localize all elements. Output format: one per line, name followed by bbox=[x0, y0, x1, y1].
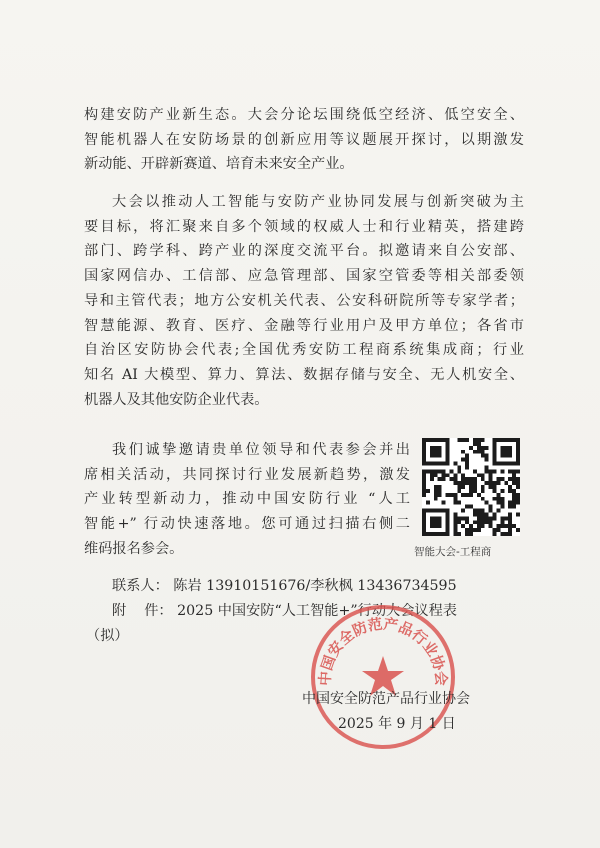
qr-caption: 智能大会-工程商 bbox=[414, 546, 492, 558]
text-line: 大会以推动人工智能与安防产业协同发展与创新突破为主 bbox=[112, 194, 524, 210]
paragraph-goals bbox=[84, 190, 524, 412]
text-line: 智能机器人在安防场景的创新应用等议题展开探讨，以期激发 bbox=[84, 131, 524, 148]
issuing-organization: 中国安全防范产品行业协会 bbox=[302, 691, 470, 707]
paragraph-intro bbox=[84, 103, 524, 177]
svg-text:中国安全防范产品行业协会: 中国安全防范产品行业协会 bbox=[317, 616, 449, 687]
contact-value: 陈岩 13910151676/李秋枫 13436734595 bbox=[173, 578, 457, 594]
text-line: 智能+” 行动快速落地。您可通过扫描右侧二 bbox=[84, 516, 410, 533]
text-line: 机器人及其他安防企业代表。 bbox=[84, 391, 269, 408]
text-line: 要目标，将汇聚来自多个领域的权威人士和行业精英，搭建跨 bbox=[84, 218, 524, 235]
contact-line bbox=[112, 575, 457, 595]
contact-label: 联系人： bbox=[112, 578, 169, 594]
text-line: 维码报名参会。 bbox=[84, 540, 184, 557]
attachment-continuation: （拟） bbox=[86, 628, 129, 644]
attachment-label: 附 件： bbox=[112, 603, 173, 619]
text-line: 构建安防产业新生态。大会分论坛围绕低空经济、低空安全、 bbox=[84, 107, 524, 123]
text-line: 席相关活动，共同探讨行业发展新趋势，激发 bbox=[84, 466, 410, 483]
issue-date: 2025 年 9 月 1 日 bbox=[338, 716, 456, 732]
text-line: 智慧能源、教育、医疗、金融等行业用户及甲方单位；各省市 bbox=[84, 317, 524, 334]
text-line: 自治区安防协会代表;全国优秀安防工程商系统集成商；行业 bbox=[84, 342, 524, 359]
paragraph-invitation bbox=[84, 438, 410, 562]
attachment-value: 2025 中国安防“人工智能+”行动大会议程表 bbox=[177, 603, 457, 619]
text-line: 产业转型新动力，推动中国安防行业 “人工 bbox=[84, 491, 410, 508]
text-line: 导和主管代表；地方公安机关代表、公安科研院所等专家学者； bbox=[84, 292, 524, 309]
text-line: 知名 AI 大模型、算力、算法、数据存储与安全、无人机安全、 bbox=[84, 366, 524, 383]
text-line: 新动能、开辟新赛道、培育未来安全产业。 bbox=[84, 156, 354, 173]
text-line: 国家网信办、工信部、应急管理部、国家空管委等相关部委领 bbox=[84, 268, 524, 285]
text-line: 我们诚挚邀请贵单位领导和代表参会并出 bbox=[112, 442, 410, 458]
registration-qr-code[interactable] bbox=[422, 438, 520, 536]
text-line: 部门、跨学科、跨产业的深度交流平台。拟邀请来自公安部、 bbox=[84, 243, 524, 260]
